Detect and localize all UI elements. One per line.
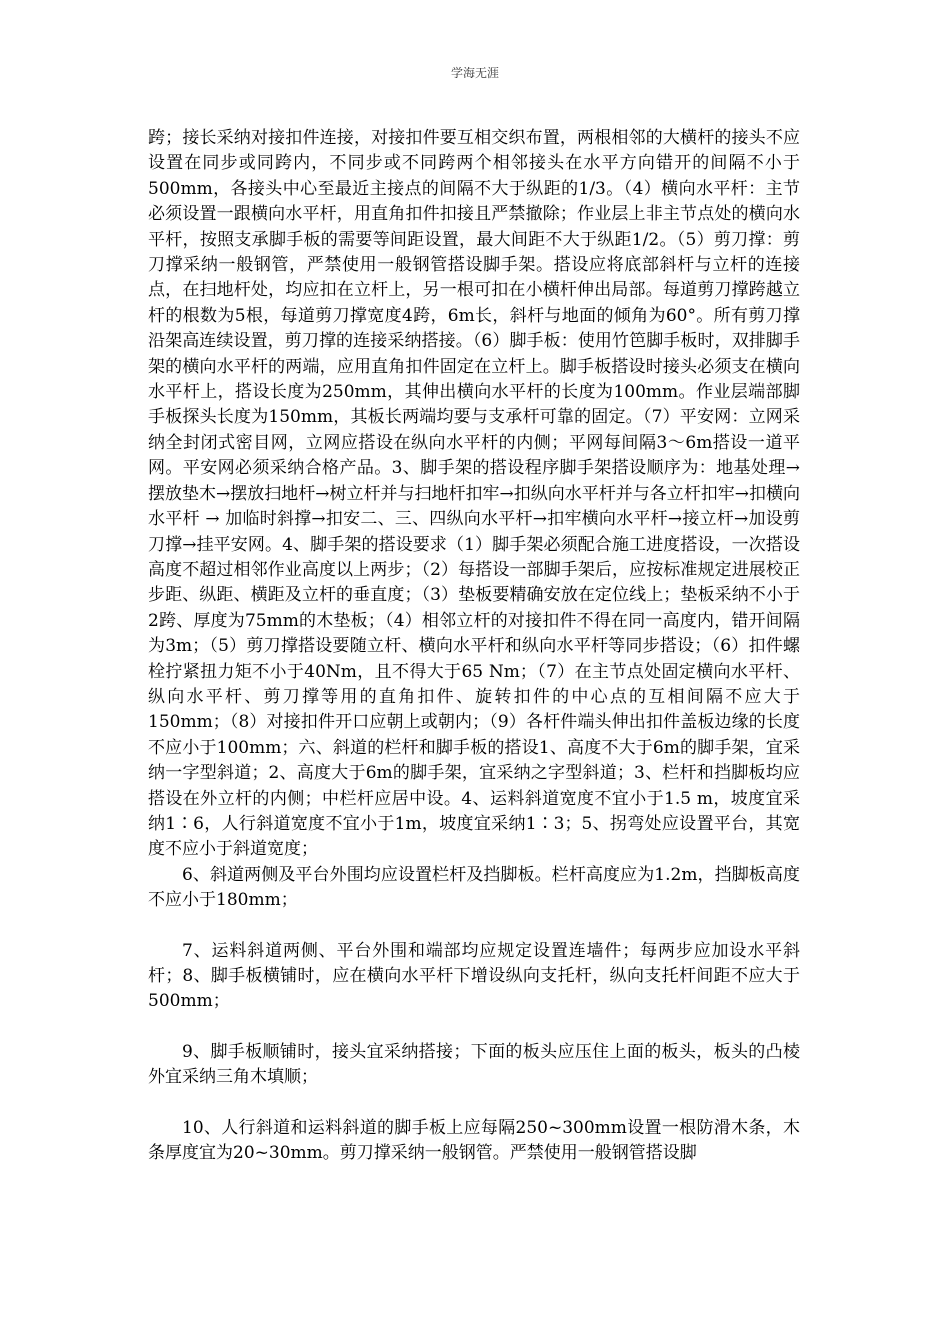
paragraph-wall-ties: 7、运料斜道两侧、平台外围和端部均应规定设置连墙件；每两步应加设水平斜杆；8、脚手板横铺时，应在横向水平杆下增设纵向支托杆，纵向支托杆间距不应大于500mm；: [148, 940, 800, 1012]
paragraph-scaffold-requirements: 跨；接长采纳对接扣件连接，对接扣件要互相交织布置，两根相邻的大横杆的接头不应设置在同步或同跨内，不同步或不同跨两个相邻接头在水平方向错开的间隔不小于500mm，各接头中心至最近主接点的间隔不大于纵距的1/3。（4）横向水平杆：主节必须设置一跟横向水平杆，用直角扣件扣接且严禁撤除；作业层上非主节点处的横向水平杆，按照支承脚手板的需要等间距设置，最大间距不大于纵距1/2。（5）剪刀撑：剪刀撑采纳一般钢管，严禁使用一般钢管搭设脚手架。搭设应将底部斜杆与立杆的连接点，在扫地杆处，均应扣在立杆上，另一根可扣在小横杆伸出局部。每道剪刀撑跨越立杆的根数为5根，每道剪刀撑宽度4跨，6m长，斜杆与地面的倾角为60°。所有剪刀撑沿架高连续设置，剪刀撑的连接采纳搭接。（6）脚手板：使用竹笆脚手板时，双排脚手架的横向水平杆的两端，应用直角扣件固定在立杆上。脚手板搭设时接头必须支在横向水平杆上，搭设长度为250mm，其伸出横向水平杆的长度为100mm。作业层端部脚手板探头长度为150mm，其板长两端均要与支承杆可靠的固定。（7）平安网：立网采纳全封闭式密目网，立网应搭设在纵向水平杆的内侧；平网每间隔3～6m搭设一道平网。平安网必须采纳合格产品。3、脚手架的搭设程序脚手架搭设顺序为：地基处理→摆放垫木→摆放扫地杆→树立杆并与扫地杆扣牢→扣纵向水平杆并与各立杆扣牢→扣横向水平杆 → 加临时斜撑→扣安二、三、四纵向水平杆→扣牢横向水平杆→接立杆→加设剪刀撑→挂平安网。4、脚手架的搭设要求（1）脚手架必须配合施工进度搭设，一次搭设高度不超过相邻作业高度以上两步；（2）每搭设一部脚手架后，应按标准规定进展校正步距、纵距、横距及立杆的垂直度；（3）垫板要精确安放在定位线上；垫板采纳不小于2跨、厚度为75mm的木垫板；（4）相邻立杆的对接扣件不得在同一高度内，错开间隔为3m；（5）剪刀撑搭设要随立杆、横向水平杆和纵向水平杆等同步搭设；（6）扣件螺栓拧紧扭力矩不小于40Nm，且不得大于65 Nm；（7）在主节点处固定横向水平杆、纵向水平杆、剪刀撑等用的直角扣件、旋转扣件的中心点的互相间隔不应大于150mm；（8）对接扣件开口应朝上或朝内；（9）各杆件端头伸出扣件盖板边缘的长度不应小于100mm；六、斜道的栏杆和脚手板的搭设1、高度不大于6m的脚手架，宜采纳一字型斜道；2、高度大于6m的脚手架，宜采纳之字型斜道；3、栏杆和挡脚板均应搭设在外立杆的内侧；中栏杆应居中设。4、运料斜道宽度不宜小于1.5 m，坡度宜采纳1∶6，人行斜道宽度不宜小于1m，坡度宜采纳1∶3；5、拐弯处应设置平台，其宽度不应小于斜道宽度；: [148, 128, 800, 860]
paragraph-anti-slip-strips: 10、人行斜道和运料斜道的脚手板上应每隔250~300mm设置一根防滑木条，木条厚度宜为20~30mm。剪刀撑采纳一般钢管。严禁使用一般钢管搭设脚: [148, 1117, 800, 1164]
page-header: 学海无涯: [450, 66, 499, 80]
paragraph-railing-height: 6、斜道两侧及平台外围均应设置栏杆及挡脚板。栏杆高度应为1.2m，挡脚板高度不应小于180mm；: [148, 864, 800, 911]
paragraph-board-lapping: 9、脚手板顺铺时，接头宜采纳搭接；下面的板头应压住上面的板头，板头的凸棱外宜采纳三角木填顺；: [148, 1041, 800, 1088]
document-body: [148, 126, 800, 1166]
